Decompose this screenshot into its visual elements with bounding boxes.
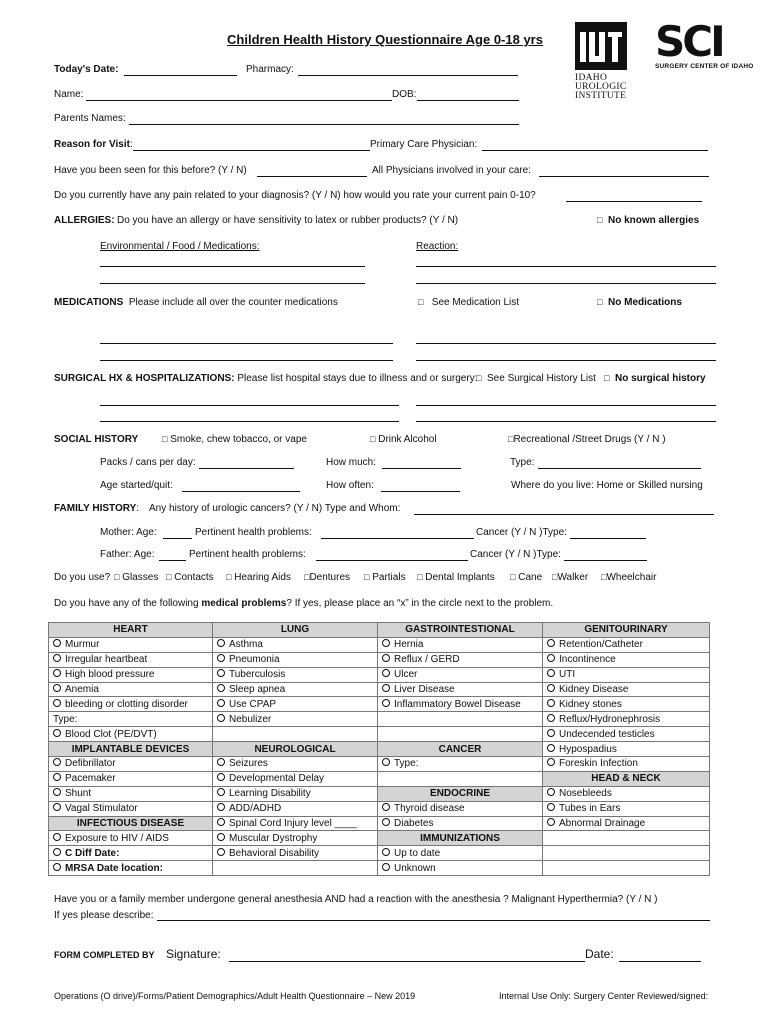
circle-icon [53, 833, 61, 841]
all-physicians-label: All Physicians involved in your care: [372, 165, 531, 176]
circle-icon [382, 669, 390, 677]
circle-icon [53, 654, 61, 662]
implant-shunt[interactable]: Shunt [49, 786, 213, 801]
form-completed-label: FORM COMPLETED BY [54, 950, 155, 960]
name-field[interactable] [86, 100, 392, 101]
circle-icon [547, 788, 555, 796]
mother-age-field[interactable] [163, 538, 192, 539]
lung-asthma[interactable]: Asthma [213, 637, 378, 652]
table-row [49, 623, 710, 638]
gu-reflux[interactable]: Reflux/Hydronephrosis [543, 712, 710, 727]
circle-icon [547, 758, 555, 766]
empty-cell [543, 846, 710, 861]
hn-tubes[interactable]: Tubes in Ears [543, 801, 710, 816]
implantable-header: IMPLANTABLE DEVICES [49, 742, 213, 757]
checkbox-icon: □ [162, 434, 168, 444]
gu-retention[interactable]: Retention/Catheter [543, 637, 710, 652]
implant-pacemaker[interactable]: Pacemaker [49, 771, 213, 786]
neuro-spinal[interactable]: Spinal Cord Injury level ____ [213, 816, 378, 831]
table-row [49, 637, 710, 652]
father-cancer-field[interactable] [564, 560, 647, 561]
where-live-label: Where do you live: Home or Skilled nursing [511, 480, 703, 491]
use-partials-option[interactable]: □ Partials [364, 572, 406, 583]
use-question: Do you use? [54, 572, 111, 583]
circle-icon [217, 758, 225, 766]
packs-field[interactable] [199, 468, 294, 469]
table-row [49, 712, 710, 727]
use-walker-option[interactable]: □Walker [552, 572, 589, 583]
circle-icon [217, 773, 225, 781]
circle-icon [217, 818, 225, 826]
gi-hernia[interactable]: Hernia [378, 637, 543, 652]
iui-logo [575, 22, 631, 101]
no-medications-option[interactable]: □ No Medications [597, 297, 682, 308]
sci-logo [655, 17, 755, 70]
iui-logo-text: IDAHO UROLOGIC INSTITUTE [575, 73, 627, 101]
gi-liver[interactable]: Liver Disease [378, 682, 543, 697]
cancer-header: CANCER [378, 742, 543, 757]
circle-icon [217, 848, 225, 856]
checkbox-icon: □ [166, 572, 172, 582]
drug-type-field[interactable] [538, 468, 701, 469]
empty-cell [543, 861, 710, 876]
all-physicians-field[interactable] [539, 176, 709, 177]
circle-icon [217, 684, 225, 692]
see-surgical-list-option[interactable]: □ See Surgical History List [476, 373, 596, 384]
drugs-option[interactable]: □Recreational /Street Drugs (Y / N ) [508, 434, 666, 445]
empty-cell [213, 727, 378, 742]
gu-kidney-disease[interactable]: Kidney Disease [543, 682, 710, 697]
medical-problems-intro: Do you have any of the following medical problems? If yes, please place an “x” in the circle next to the problem. [54, 598, 554, 609]
father-age-label: Father: Age: [100, 549, 155, 560]
checkbox-icon: □ [476, 373, 482, 383]
circle-icon [382, 848, 390, 856]
how-often-label: How often: [326, 480, 374, 491]
lung-pneumonia[interactable]: Pneumonia [213, 652, 378, 667]
see-medication-list-option[interactable]: □ See Medication List [418, 297, 520, 308]
checkbox-icon: □ [601, 572, 607, 582]
infect-hiv[interactable]: Exposure to HIV / AIDS [49, 831, 213, 846]
circle-icon [382, 639, 390, 647]
checkbox-icon: □ [370, 434, 376, 444]
checkbox-icon: □ [510, 572, 516, 582]
medication-line[interactable] [416, 360, 716, 361]
hn-nosebleeds[interactable]: Nosebleeds [543, 786, 710, 801]
mother-age-label: Mother: Age: [100, 527, 157, 538]
father-pertinent-field[interactable] [316, 560, 468, 561]
circle-icon [382, 818, 390, 826]
cancer-type[interactable]: Type: [378, 757, 543, 772]
circle-icon [547, 699, 555, 707]
allergies-question: Do you have an allergy or have sensitivity to latex or rubber products? (Y / N) [117, 215, 459, 226]
heart-bp[interactable]: High blood pressure [49, 667, 213, 682]
table-row [49, 831, 710, 846]
table-row [49, 771, 710, 786]
surgical-line[interactable] [416, 405, 716, 406]
gu-undecended[interactable]: Undecended testicles [543, 727, 710, 742]
checkbox-icon: □ [226, 572, 232, 582]
table-row [49, 682, 710, 697]
checkbox-icon: □ [604, 373, 610, 383]
anesthesia-question: Have you or a family member undergone general anesthesia AND had a reaction with the anesthesia ? Malignant Hyperthermia? (Y / N ) [54, 894, 658, 905]
imm-up-to-date[interactable]: Up to date [378, 846, 543, 861]
circle-icon [53, 788, 61, 796]
head-neck-header: HEAD & NECK [543, 771, 710, 786]
lung-nebulizer[interactable]: Nebulizer [213, 712, 378, 727]
circle-icon [382, 654, 390, 662]
allergy-reaction-header: Reaction: [416, 241, 459, 252]
family-cancer-question: Any history of urologic cancers? (Y / N) Type and Whom: [149, 503, 401, 514]
primary-care-label: Primary Care Physician: [370, 139, 478, 150]
allergies-label: ALLERGIES: [54, 215, 115, 226]
reaction-line[interactable] [416, 266, 716, 267]
circle-icon [547, 654, 555, 662]
circle-icon [382, 863, 390, 871]
empty-cell [378, 712, 543, 727]
circle-icon [217, 669, 225, 677]
signature-label: Signature: [166, 947, 221, 961]
circle-icon [53, 803, 61, 811]
lung-cpap[interactable]: Use CPAP [213, 697, 378, 712]
age-started-label: Age started/quit: [100, 480, 173, 491]
page-title: Children Health History Questionnaire Age 0-18 yrs [227, 32, 543, 47]
parents-names-label: Parents Names: [54, 113, 126, 124]
surgical-line[interactable] [416, 421, 716, 422]
seen-before-field[interactable] [257, 176, 367, 177]
use-dental-implants-option[interactable]: □ Dental Implants [417, 572, 495, 583]
gu-uti[interactable]: UTI [543, 667, 710, 682]
table-row [49, 697, 710, 712]
gu-hypospadius[interactable]: Hypospadius [543, 742, 710, 757]
circle-icon [53, 669, 61, 677]
table-row [49, 846, 710, 861]
circle-icon [547, 684, 555, 692]
checkbox-icon: □ [597, 215, 603, 225]
table-row [49, 727, 710, 742]
heart-irregular[interactable]: Irregular heartbeat [49, 652, 213, 667]
checkbox-icon: □ [552, 572, 558, 582]
circle-icon [53, 758, 61, 766]
medical-problems-table [48, 622, 710, 876]
circle-icon [547, 669, 555, 677]
how-often-field[interactable] [381, 491, 460, 492]
lung-header: LUNG [213, 623, 378, 638]
seen-before-label: Have you been seen for this before? (Y / N) [54, 165, 247, 176]
dob-label: DOB: [392, 89, 417, 100]
circle-icon [547, 714, 555, 722]
family-history-label: FAMILY HISTORY: [54, 503, 140, 514]
use-hearing-aids-option[interactable]: □ Hearing Aids [226, 572, 291, 583]
social-history-label: SOCIAL HISTORY [54, 434, 139, 445]
mother-pertinent-label: Pertinent health problems: [195, 527, 312, 538]
circle-icon [53, 773, 61, 781]
infect-cdiff[interactable]: C Diff Date: [49, 846, 213, 861]
pharmacy-label: Pharmacy: [246, 64, 294, 75]
footer-internal-use: Internal Use Only: Surgery Center Reviewed/signed: [499, 991, 709, 1001]
checkbox-icon: □ [597, 297, 603, 307]
lung-tb[interactable]: Tuberculosis [213, 667, 378, 682]
implant-defibrillator[interactable]: Defibrillator [49, 757, 213, 772]
reason-for-visit-field[interactable] [133, 150, 370, 151]
circle-icon [217, 699, 225, 707]
circle-icon [217, 714, 225, 722]
endocrine-header: ENDOCRINE [378, 786, 543, 801]
circle-icon [547, 818, 555, 826]
lung-sleep-apnea[interactable]: Sleep apnea [213, 682, 378, 697]
neuro-muscular[interactable]: Muscular Dystrophy [213, 831, 378, 846]
endo-thyroid[interactable]: Thyroid disease [378, 801, 543, 816]
father-age-field[interactable] [159, 560, 186, 561]
pain-rating-field[interactable] [566, 201, 702, 202]
infect-mrsa[interactable]: MRSA Date location: [49, 861, 213, 876]
age-started-field[interactable] [182, 491, 300, 492]
drug-type-label: Type: [510, 457, 535, 468]
allergy-line[interactable] [100, 283, 365, 284]
checkbox-icon: □ [508, 434, 514, 444]
gu-kidney-stones[interactable]: Kidney stones [543, 697, 710, 712]
circle-icon [547, 744, 555, 752]
neuro-seizures[interactable]: Seizures [213, 757, 378, 772]
pain-question: Do you currently have any pain related to your diagnosis? (Y / N) how would you rate your current pain 0-10? [54, 190, 536, 201]
gu-header: GENITOURINARY [543, 623, 710, 638]
heart-type[interactable]: Type: [49, 712, 213, 727]
circle-icon [53, 863, 61, 871]
implant-vagal[interactable]: Vagal Stimulator [49, 801, 213, 816]
parents-names-field[interactable] [129, 124, 519, 125]
medications-heading: MEDICATIONS Please include all over the counter medications [54, 297, 338, 308]
heart-anemia[interactable]: Anemia [49, 682, 213, 697]
gi-ibd[interactable]: Inflammatory Bowel Disease [378, 697, 543, 712]
empty-cell [213, 861, 378, 876]
surgical-heading: SURGICAL HX & HOSPITALIZATIONS: Please list hospital stays due to illness and or surgery: [54, 373, 478, 384]
heart-bleeding[interactable]: bleeding or clotting disorder [49, 697, 213, 712]
checkbox-icon: □ [418, 297, 424, 307]
imm-unknown[interactable]: Unknown [378, 861, 543, 876]
checkbox-icon: □ [304, 572, 310, 582]
use-contacts-option[interactable]: □ Contacts [166, 572, 214, 583]
name-label: Name: [54, 89, 84, 100]
how-much-field[interactable] [382, 468, 461, 469]
circle-icon [217, 833, 225, 841]
heart-murmur[interactable]: Murmur [49, 637, 213, 652]
endo-diabetes[interactable]: Diabetes [378, 816, 543, 831]
sci-logo-mark: SCI [655, 17, 723, 66]
circle-icon [217, 639, 225, 647]
primary-care-field[interactable] [482, 150, 708, 151]
immunizations-header: IMMUNIZATIONS [378, 831, 543, 846]
surgical-line[interactable] [100, 405, 399, 406]
table-row [49, 742, 710, 757]
circle-icon [382, 758, 390, 766]
infectious-header: INFECTIOUS DISEASE [49, 816, 213, 831]
empty-cell [378, 727, 543, 742]
drink-option[interactable]: □ Drink Alcohol [370, 434, 437, 445]
mother-cancer-field[interactable] [570, 538, 646, 539]
checkbox-icon: □ [364, 572, 370, 582]
dob-field[interactable] [417, 100, 519, 101]
allergy-env-header: Environmental / Food / Medications: [100, 241, 260, 252]
table-row [49, 652, 710, 667]
hn-drainage[interactable]: Abnormal Drainage [543, 816, 710, 831]
use-dentures-option[interactable]: □Dentures [304, 572, 351, 583]
table-row [49, 786, 710, 801]
packs-label: Packs / cans per day: [100, 457, 196, 468]
no-surgical-history-option[interactable]: □ No surgical history [604, 373, 706, 384]
todays-date-label: Today's Date: [54, 64, 119, 75]
circle-icon [382, 803, 390, 811]
mother-pertinent-field[interactable] [321, 538, 474, 539]
circle-icon [217, 654, 225, 662]
pharmacy-field[interactable] [298, 75, 518, 76]
family-cancer-field[interactable] [414, 514, 714, 515]
circle-icon [53, 729, 61, 737]
medication-line[interactable] [100, 343, 393, 344]
medication-line[interactable] [416, 343, 716, 344]
surgical-line[interactable] [100, 421, 399, 422]
iui-logo-mark [575, 22, 627, 70]
checkbox-icon: □ [114, 572, 120, 582]
gi-reflux[interactable]: Reflux / GERD [378, 652, 543, 667]
circle-icon [53, 848, 61, 856]
table-row [49, 861, 710, 876]
mother-cancer-label: Cancer (Y / N )Type: [476, 527, 567, 538]
sci-logo-subtitle: SURGERY CENTER OF IDAHO [655, 63, 754, 70]
footer-path: Operations (O drive)/Forms/Patient Demographics/Adult Health Questionnaire – New 2019 [54, 991, 416, 1001]
anesthesia-describe-field[interactable] [157, 920, 710, 921]
checkbox-icon: □ [417, 572, 423, 582]
reaction-line[interactable] [416, 283, 716, 284]
circle-icon [547, 639, 555, 647]
medication-line[interactable] [100, 360, 393, 361]
neuro-learning[interactable]: Learning Disability [213, 786, 378, 801]
smoke-option[interactable]: □ Smoke, chew tobacco, or vape [162, 434, 307, 445]
use-cane-option[interactable]: □ Cane [510, 572, 543, 583]
gi-ulcer[interactable]: Ulcer [378, 667, 543, 682]
father-cancer-label: Cancer (Y / N )Type: [470, 549, 561, 560]
table-row [49, 667, 710, 682]
table-row [49, 757, 710, 772]
gi-header: GASTROINTESTIONAL [378, 623, 543, 638]
neuro-delay[interactable]: Developmental Delay [213, 771, 378, 786]
date-field[interactable] [619, 961, 701, 962]
date-label: Date: [585, 947, 614, 961]
circle-icon [547, 803, 555, 811]
gu-incontinence[interactable]: Incontinence [543, 652, 710, 667]
table-row [49, 801, 710, 816]
how-much-label: How much: [326, 457, 377, 468]
use-wheelchair-option[interactable]: □Wheelchair [601, 572, 657, 583]
use-glasses-option[interactable]: □ Glasses [114, 572, 159, 583]
allergy-line[interactable] [100, 266, 365, 267]
neuro-behavioral[interactable]: Behavioral Disability [213, 846, 378, 861]
father-pertinent-label: Pertinent health problems: [189, 549, 306, 560]
circle-icon [547, 729, 555, 737]
signature-field[interactable] [229, 961, 585, 962]
circle-icon [217, 788, 225, 796]
gu-foreskin[interactable]: Foreskin Infection [543, 757, 710, 772]
circle-icon [382, 684, 390, 692]
neuro-adhd[interactable]: ADD/ADHD [213, 801, 378, 816]
heart-blood-clot[interactable]: Blood Clot (PE/DVT) [49, 727, 213, 742]
no-known-allergies-option[interactable]: □ No known allergies [597, 215, 700, 226]
reason-for-visit-label: Reason for Visit: [54, 139, 133, 150]
todays-date-field[interactable] [124, 75, 237, 76]
anesthesia-describe-label: If yes please describe: [54, 910, 154, 921]
circle-icon [53, 684, 61, 692]
empty-cell [543, 831, 710, 846]
empty-cell [378, 771, 543, 786]
circle-icon [382, 699, 390, 707]
heart-header: HEART [49, 623, 213, 638]
table-row [49, 816, 710, 831]
circle-icon [53, 699, 61, 707]
circle-icon [53, 639, 61, 647]
circle-icon [217, 803, 225, 811]
neuro-header: NEUROLOGICAL [213, 742, 378, 757]
